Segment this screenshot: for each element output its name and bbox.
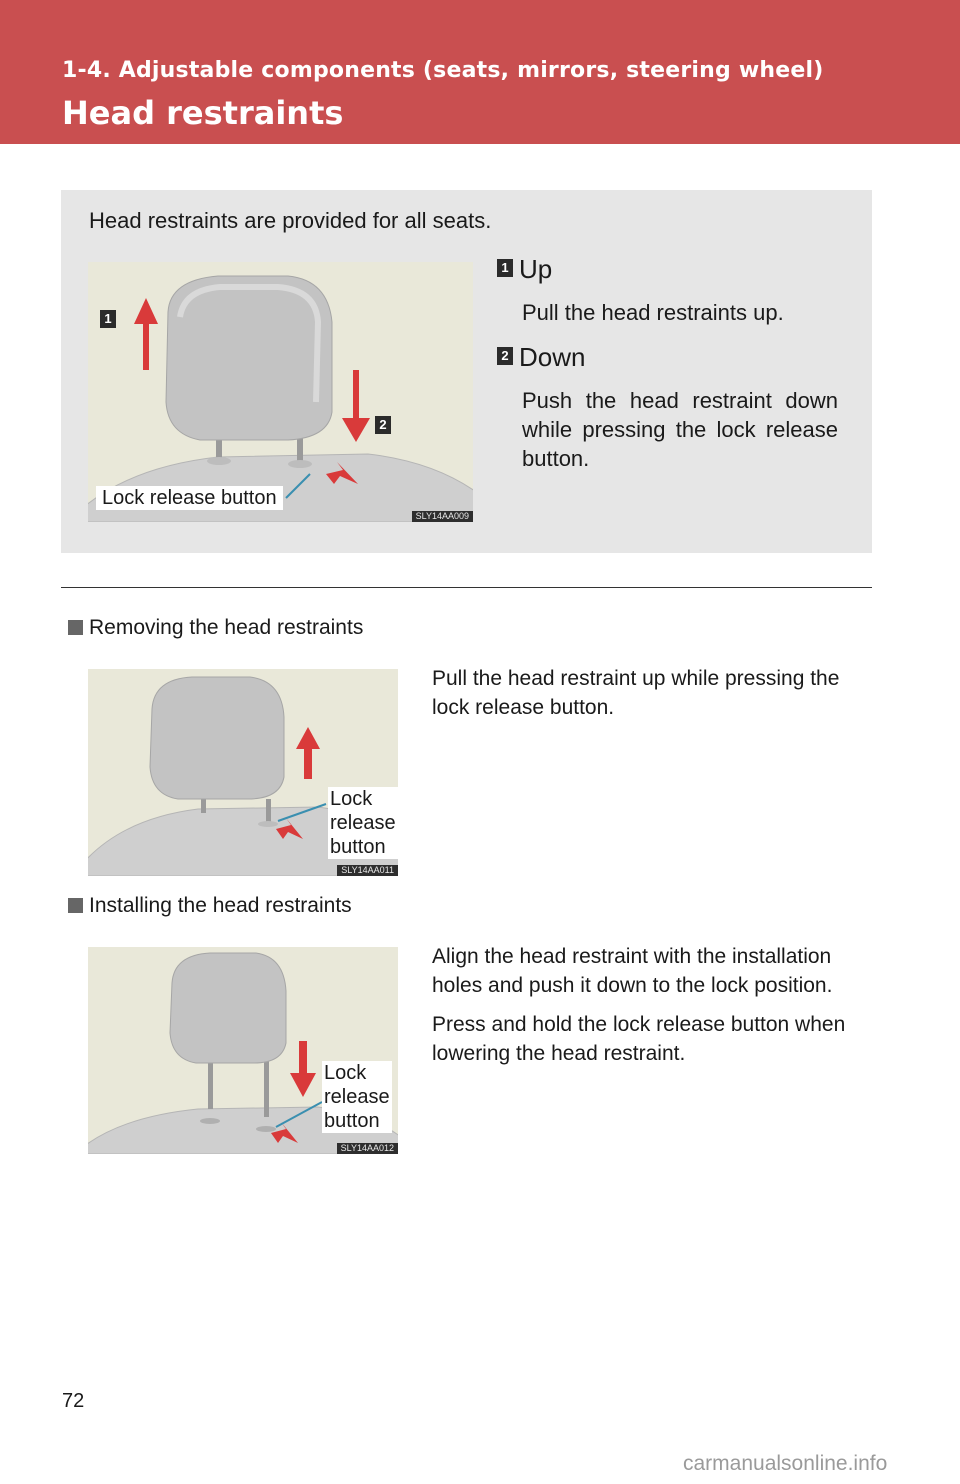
section-title: 1-4. Adjustable components (seats, mirrors, steering wheel) xyxy=(62,58,824,83)
lock-release-label-removing: Lock release button xyxy=(330,788,396,858)
step-title-down: Down xyxy=(519,342,586,372)
figure-code-removing: SLY14AA011 xyxy=(337,865,398,876)
page-number: 72 xyxy=(62,1390,85,1412)
page-header xyxy=(0,0,960,144)
figure-badge-down: 2 xyxy=(375,416,391,434)
step-badge-1: 1 xyxy=(497,259,513,277)
figure-code: SLY14AA009 xyxy=(412,511,473,522)
step-text-down: Push the head restraint down while pressing the lock release button. xyxy=(522,388,838,471)
square-bullet-icon xyxy=(68,898,83,913)
installing-heading: Installing the head restraints xyxy=(68,894,352,918)
figure-removing xyxy=(88,669,398,876)
divider xyxy=(61,587,872,588)
step-badge-2: 2 xyxy=(497,347,513,365)
figure-badge-up: 1 xyxy=(100,310,116,328)
figure-code-installing: SLY14AA012 xyxy=(337,1143,398,1154)
watermark: carmanualsonline.info xyxy=(683,1452,888,1475)
lock-release-label-installing: Lock release button xyxy=(324,1062,390,1132)
step-down xyxy=(497,342,838,473)
step-text-up: Pull the head restraints up. xyxy=(522,300,784,325)
lock-release-label: Lock release button xyxy=(96,486,283,510)
removing-heading: Removing the head restraints xyxy=(68,616,363,640)
figure-head-restraint-adjust xyxy=(88,262,473,522)
intro-box xyxy=(61,190,872,553)
step-title-up: Up xyxy=(519,254,553,284)
square-bullet-icon xyxy=(68,620,83,635)
step-up xyxy=(497,254,838,327)
intro-text: Head restraints are provided for all seats. xyxy=(89,208,492,233)
installing-text: Align the head restraint with the installation holes and push it down to the lock position. Press and hold the lock release button when lowering the head restraint. xyxy=(432,945,846,1065)
page-title: Head restraints xyxy=(62,94,344,132)
removing-text: Pull the head restraint up while pressing the lock release button. xyxy=(432,667,840,719)
figure-installing xyxy=(88,947,398,1154)
